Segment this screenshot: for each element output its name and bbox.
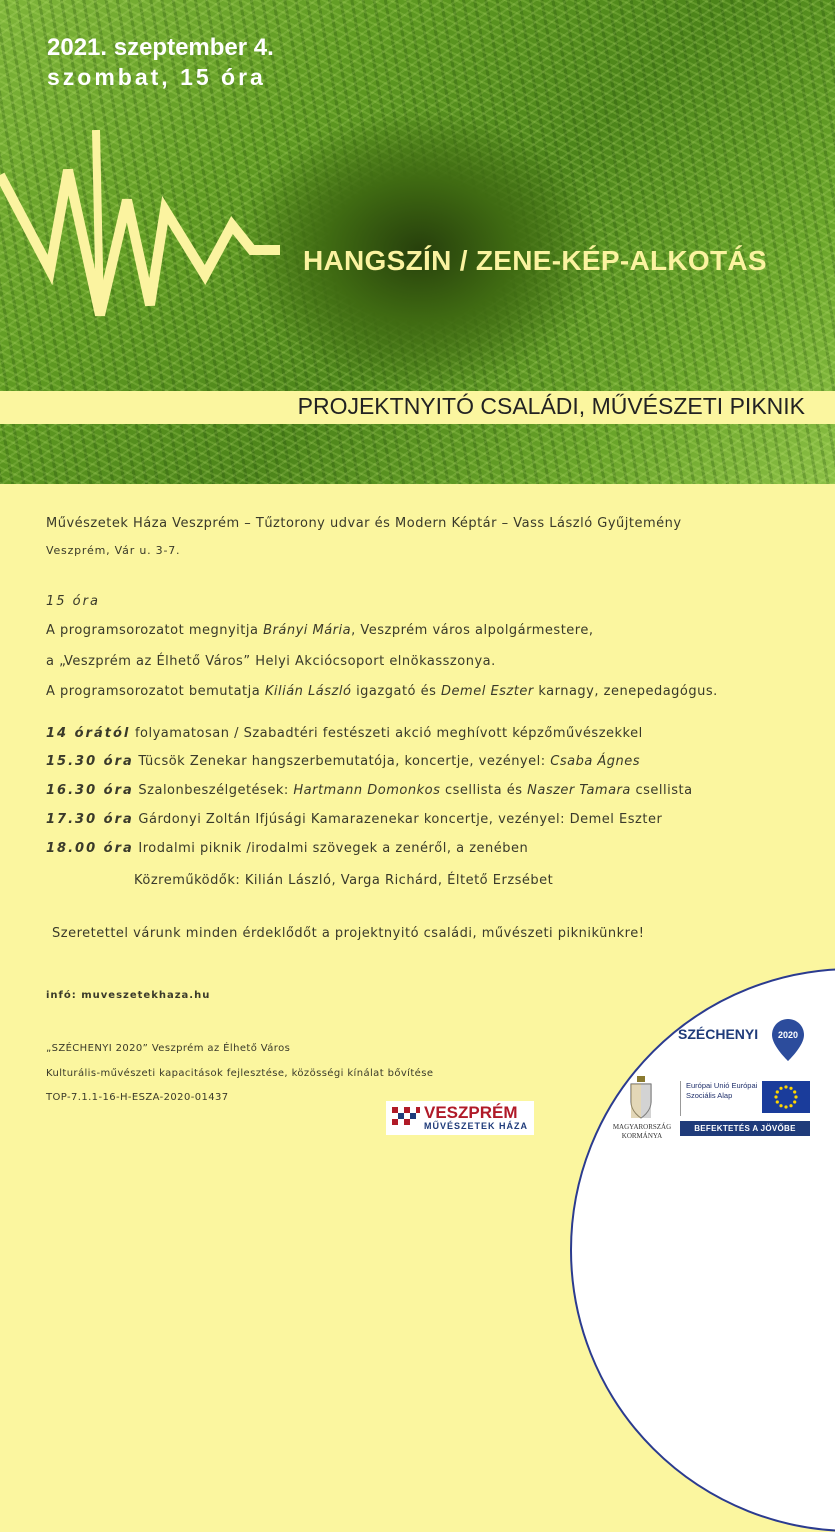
schedule-row xyxy=(46,812,662,827)
coat-of-arms-icon xyxy=(629,1076,653,1120)
checkerboard-icon xyxy=(392,1107,420,1129)
opening-line-1-name: Brányi Mária xyxy=(263,623,352,638)
hero-grass-image xyxy=(0,0,835,484)
veszprem-muveszetek-haza-logo xyxy=(386,1101,534,1135)
szechenyi-logo-text: SZÉCHENYI xyxy=(678,1026,759,1042)
venue-name: Művészetek Háza Veszprém – Tűztorony udvar és Modern Képtár – Vass László Gyűjtemény xyxy=(46,516,682,531)
schedule-text: Irodalmi piknik /irodalmi szövegek a zenéről, a zenében xyxy=(133,841,529,856)
schedule-text: folyamatosan / Szabadtéri festészeti akció meghívott képzőművészekkel xyxy=(130,726,643,741)
schedule-row xyxy=(46,841,528,856)
footer-line-2: Kulturális-művészeti kapacitások fejlesztése, közösségi kínálat bővítése xyxy=(46,1068,434,1079)
schedule-text: csellista xyxy=(630,783,693,798)
schedule-text: Tücsök Zenekar hangszerbemutatója, koncertje, vezényel: xyxy=(133,754,551,769)
footer-line-1: „SZÉCHENYI 2020” Veszprém az Élhető Város xyxy=(46,1043,291,1054)
eu-flag-icon xyxy=(762,1081,810,1113)
schedule-row xyxy=(46,726,643,741)
opening-line-3-mid: igazgató és xyxy=(351,684,442,699)
invest-in-future-bar: BEFEKTETÉS A JÖVŐBE xyxy=(680,1121,810,1136)
footer-line-3: TOP-7.1.1-16-H-ESZA-2020-01437 xyxy=(46,1092,229,1103)
opening-time xyxy=(46,594,100,609)
schedule-row xyxy=(46,754,640,769)
schedule-time: 16.30 óra xyxy=(46,783,134,798)
schedule-name: Naszer Tamara xyxy=(527,783,631,798)
veszprem-logo-text: VESZPRÉM xyxy=(424,1103,518,1122)
invitation-text: Szeretettel várunk minden érdeklődőt a projektnyitó családi, művészeti piknikünkre! xyxy=(52,926,645,941)
muveszetek-haza-logo-text: MŰVÉSZETEK HÁZA xyxy=(424,1121,529,1131)
opening-line-3-post: karnagy, zenepedagógus. xyxy=(533,684,718,699)
opening-line-1 xyxy=(46,623,593,638)
event-subtitle: PROJEKTNYITÓ CSALÁDI, MŰVÉSZETI PIKNIK xyxy=(297,393,805,419)
schedule-time: 18.00 óra xyxy=(46,841,134,856)
schedule-text: Gárdonyi Zoltán Ifjúsági Kamarazenekar koncertje, vezényel: Demel Eszter xyxy=(133,812,663,827)
schedule-time: 17.30 óra xyxy=(46,812,134,827)
subtitle-band xyxy=(0,391,835,424)
schedule-time: 15.30 óra xyxy=(46,754,134,769)
sound-wave-icon xyxy=(0,130,290,320)
schedule-text: Szalonbeszélgetések: xyxy=(133,783,294,798)
event-title: HANGSZÍN / ZENE-KÉP-ALKOTÁS xyxy=(303,245,767,276)
opening-line-3-pre: A programsorozatot bemutatja xyxy=(46,684,265,699)
opening-line-3 xyxy=(46,684,718,699)
schedule-name: Csaba Ágnes xyxy=(550,754,641,769)
eu-fund-text: Európai Unió Európai Szociális Alap xyxy=(680,1081,764,1116)
opening-line-3-name-1: Kilián László xyxy=(264,684,352,699)
schedule-row xyxy=(46,783,693,798)
opening-line-2: a „Veszprém az Élhető Város” Helyi Akciócsoport elnökasszonya. xyxy=(46,654,496,669)
opening-line-1-post: , Veszprém város alpolgármestere, xyxy=(351,623,594,638)
schedule-time: 14 órától xyxy=(46,726,131,741)
venue-address: Veszprém, Vár u. 3-7. xyxy=(46,544,181,557)
schedule-name: Hartmann Domonkos xyxy=(293,783,441,798)
szechenyi-year: 2020 xyxy=(777,1030,799,1040)
opening-line-3-name-2: Demel Eszter xyxy=(441,684,534,699)
event-date: 2021. szeptember 4. xyxy=(47,34,274,61)
government-logo-text: MAGYARORSZÁG KORMÁNYA xyxy=(612,1123,672,1140)
opening-time-text: 15 óra xyxy=(46,594,100,609)
event-day-time: szombat, 15 óra xyxy=(47,64,266,90)
opening-line-1-pre: A programsorozatot megnyitja xyxy=(46,623,264,638)
contributors: Közreműködők: Kilián László, Varga Richárd, Éltető Erzsébet xyxy=(134,873,554,888)
info-link[interactable]: infó: muveszetekhaza.hu xyxy=(46,990,211,1001)
szechenyi-pin-icon xyxy=(771,1018,805,1062)
schedule-text: csellista és xyxy=(440,783,528,798)
